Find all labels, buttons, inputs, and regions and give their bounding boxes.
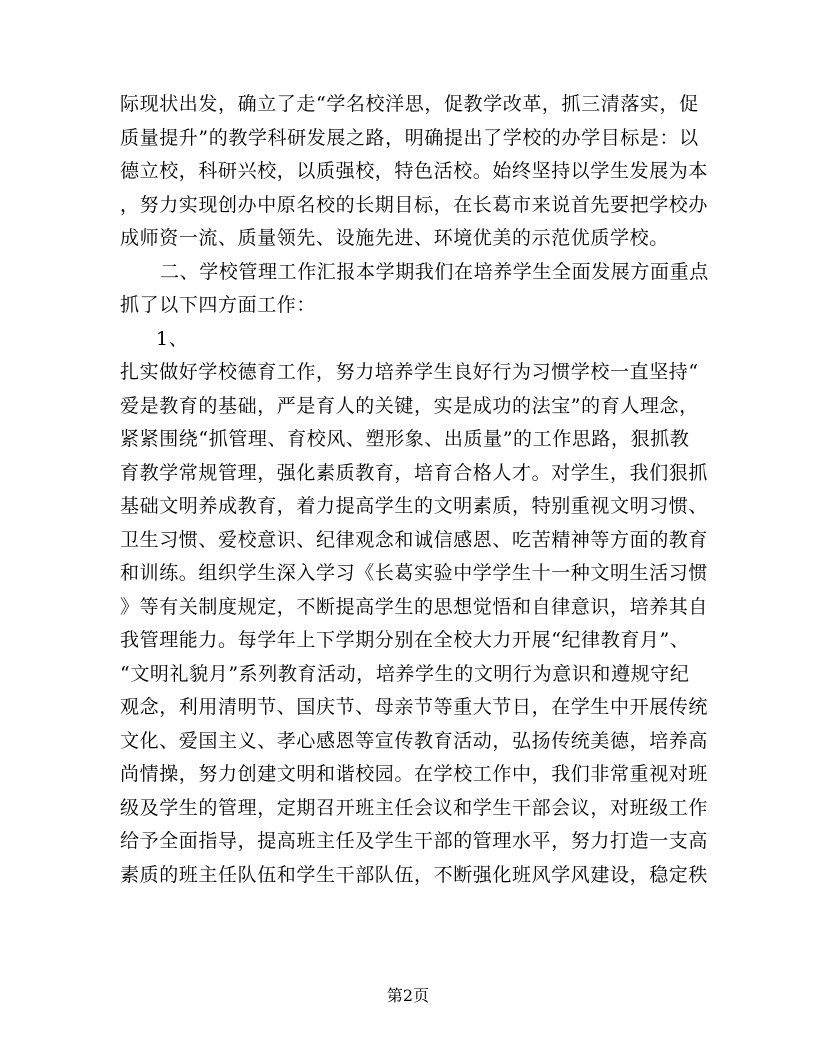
list-number: 1、 [156,327,189,350]
text-line: 和训练。组织学生深入学习《长葛实验中学学生十一种文明生活习惯 [120,562,709,584]
text-line: 观念，利用清明节、国庆节、母亲节等重大节日，在学生中开展传统 [120,696,709,718]
text-line: 成师资一流、质量领先、设施先进、环境优美的示范优质学校。 [120,227,669,249]
text-line: 基础文明养成教育，着力提高学生的文明素质，特别重视文明习惯、 [120,495,709,517]
text-line: 级及学生的管理，定期召开班主任会议和学生干部会议，对班级工作 [120,796,709,819]
text-line: 爱是教育的基础，严是育人的关键，实是成功的法宝”的育人理念， [120,394,699,417]
text-line: 扎实做好学校德育工作，努力培养学生良好行为习惯学校一直坚持“ [120,361,699,383]
text-line: 质量提升”的教学科研发展之路，明确提出了学校的办学目标是：以 [120,126,699,149]
text-line: 育教学常规管理，强化素质教育，培育合格人才。对学生，我们狠抓 [120,461,709,484]
document-body [120,88,709,892]
text-line: 紧紧围绕“抓管理、育校风、塑形象、出质量”的工作思路，狠抓教 [120,428,690,450]
text-line: 我管理能力。每学年上下学期分别在全校大力开展“纪律教育月”、 [120,629,690,651]
text-line: 卫生习惯、爱校意识、纪律观念和诚信感恩、吃苦精神等方面的教育 [120,528,709,551]
section-heading-line: 二、学校管理工作汇报本学期我们在培养学生全面发展方面重点 [160,260,709,283]
text-line: 尚情操，努力创建文明和谐校园。在学校工作中，我们非常重视对班 [120,763,709,785]
text-line: 抓了以下四方面工作： [120,294,317,316]
text-line: “文明礼貌月”系列教育活动，培养学生的文明行为意识和遵规守纪 [120,662,690,685]
text-line: 》等有关制度规定，不断提高学生的思想觉悟和自律意识，培养其自 [120,595,709,618]
text-line: 文化、爱国主义、孝心感恩等宣传教育活动，弘扬传统美德，培养高 [120,729,709,752]
text-line: 德立校，科研兴校，以质强校，特色活校。始终坚持以学生发展为本 [120,160,709,182]
text-line: ，努力实现创办中原名校的长期目标，在长葛市来说首先要把学校办 [120,193,709,216]
text-line: 素质的班主任队伍和学生干部队伍，不断强化班风学风建设，稳定秩 [120,863,709,886]
text-line: 给予全面指导，提高班主任及学生干部的管理水平，努力打造一支高 [120,830,709,852]
page-number: 第2页 [386,986,430,1005]
text-line: 际现状出发，确立了走“学名校洋思，促教学改革，抓三清落实，促 [120,93,699,115]
